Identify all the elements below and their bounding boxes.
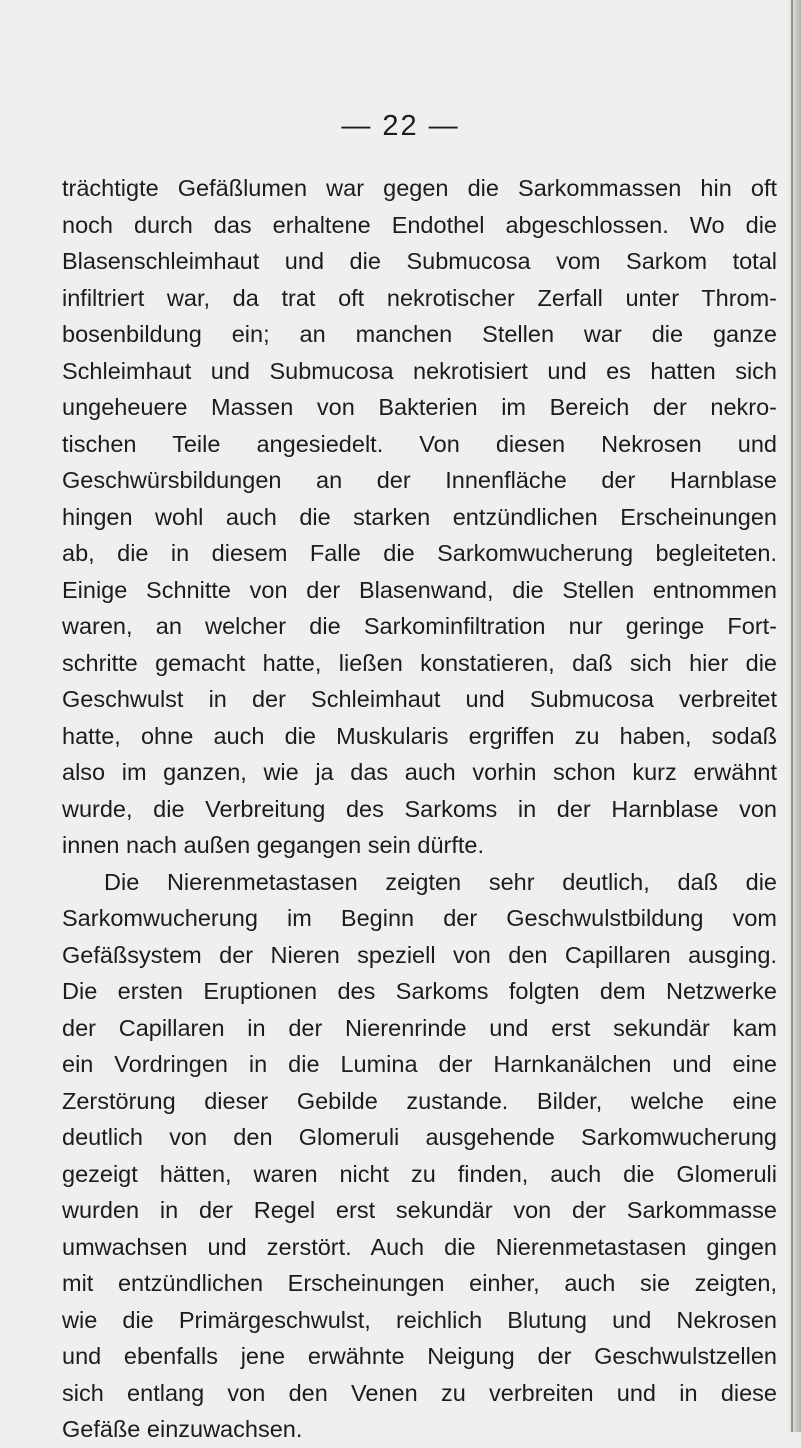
text-line: sich entlang von den Venen zu verbreiten und in diese (62, 1379, 777, 1406)
text-line: wie die Primärgeschwulst, reichlich Blutung und Nekrosen (62, 1306, 777, 1333)
page-edge-shadow (787, 0, 801, 1432)
text-line: ein Vordringen in die Lumina der Harnkanälchen und eine (62, 1051, 777, 1077)
text-line: hatte, ohne auch die Muskularis ergriffen zu haben, sodaß (62, 722, 777, 749)
text-line: bosenbildung ein; an manchen Stellen war die ganze (62, 321, 777, 347)
text-line: waren, an welcher die Sarkominfiltration nur geringe Fort- (62, 613, 777, 639)
text-line: noch durch das erhaltene Endothel abgeschlossen. Wo die (62, 211, 777, 238)
text-line: Die ersten Eruptionen des Sarkoms folgten dem Netzwerke (62, 978, 777, 1004)
text-line: mit entzündlichen Erscheinungen einher, auch sie zeigten, (62, 1270, 777, 1296)
text-line: gezeigt hätten, waren nicht zu finden, auch die Glomeruli (62, 1160, 777, 1187)
text-line: ab, die in diesem Falle die Sarkomwucherung begleiteten. (62, 540, 777, 566)
text-line: hingen wohl auch die starken entzündlichen Erscheinungen (62, 503, 777, 530)
text-line: trächtigte Gefäßlumen war gegen die Sarkommassen hin oft (62, 175, 777, 201)
body-text (62, 170, 777, 1448)
text-line: deutlich von den Glomeruli ausgehende Sarkomwucherung (62, 1124, 777, 1150)
text-line: der Capillaren in der Nierenrinde und erst sekundär kam (62, 1014, 777, 1041)
paragraph-end-line: Gefäße einzuwachsen. (62, 1416, 303, 1442)
text-line: ungeheuere Massen von Bakterien im Bereich der nekro- (62, 394, 777, 420)
text-line: Gefäßsystem der Nieren speziell von den Capillaren ausging. (62, 941, 777, 968)
paragraph-start-line: Die Nierenmetastasen zeigten sehr deutlich, daß die (104, 868, 777, 895)
text-line: Geschwürsbildungen an der Innenfläche der Harnblase (62, 467, 777, 493)
text-line: Sarkomwucherung im Beginn der Geschwulstbildung vom (62, 905, 777, 931)
text-line: schritte gemacht hatte, ließen konstatieren, daß sich hier die (62, 649, 777, 676)
page-edge-line (791, 0, 793, 1432)
text-line: wurde, die Verbreitung des Sarkoms in der Harnblase von (62, 795, 777, 822)
text-line: Schleimhaut und Submucosa nekrotisiert und es hatten sich (62, 357, 777, 384)
text-line: umwachsen und zerstört. Auch die Nierenmetastasen gingen (62, 1233, 777, 1260)
page-number: — 22 — (341, 110, 460, 142)
text-line: also im ganzen, wie ja das auch vorhin schon kurz erwähnt (62, 759, 777, 785)
text-line: Geschwulst in der Schleimhaut und Submucosa verbreitet (62, 686, 777, 712)
text-line: infiltriert war, da trat oft nekrotischer Zerfall unter Throm- (62, 284, 777, 311)
text-line: tischen Teile angesiedelt. Von diesen Nekrosen und (62, 430, 777, 457)
text-line: Blasenschleimhaut und die Submucosa vom Sarkom total (62, 248, 777, 274)
text-line: wurden in der Regel erst sekundär von der Sarkommasse (62, 1197, 777, 1223)
text-line: und ebenfalls jene erwähnte Neigung der Geschwulstzellen (62, 1343, 777, 1369)
text-line: Zerstörung dieser Gebilde zustande. Bilder, welche eine (62, 1087, 777, 1114)
paragraph-end-line: innen nach außen gegangen sein dürfte. (62, 832, 485, 858)
text-line: Einige Schnitte von der Blasenwand, die Stellen entnommen (62, 576, 777, 603)
